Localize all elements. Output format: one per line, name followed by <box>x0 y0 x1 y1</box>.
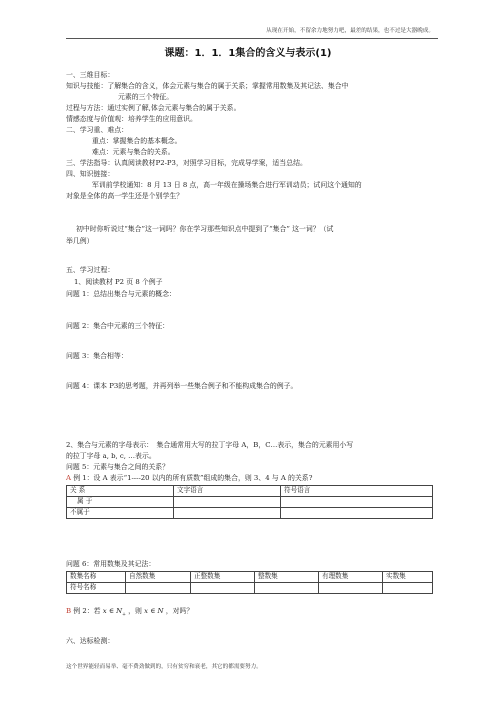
table-cell <box>191 583 255 594</box>
relation-table <box>66 485 433 519</box>
table-cell <box>126 583 191 594</box>
table-row <box>67 572 433 583</box>
header-rule <box>66 38 438 39</box>
table-cell: 关 系 <box>67 486 174 497</box>
table-cell: 数集名称 <box>67 572 126 583</box>
section-1-line-2: 元素的三个特征。 <box>118 93 174 101</box>
table-cell <box>281 497 433 508</box>
section-2-key-point: 重点：掌握集合的基本概念。 <box>92 137 182 145</box>
table-row <box>67 497 433 508</box>
table-cell: 自然数集 <box>126 572 191 583</box>
section-4-heading: 四、知识链接： <box>66 170 115 178</box>
section-1-line-4: 情感态度与价值观：培养学生的应用意识。 <box>66 115 197 123</box>
table-cell <box>255 583 319 594</box>
question-4: 问题 4：课本 P3的思考题，并再列举一些集合例子和不能构成集合的例子。 <box>66 382 298 390</box>
table-cell <box>281 508 433 519</box>
table-cell: 正整数集 <box>191 572 255 583</box>
example-2 <box>66 606 193 619</box>
intro-question-line-2: 举几例） <box>66 237 94 245</box>
math-var-x: x <box>144 607 148 615</box>
section-5-step-2-line-1: 2、集合与元素的字母表示： 集合通常用大写的拉丁字母 A，B，C…表示，集合的元素用小写 <box>66 441 354 449</box>
table-cell: 文字语言 <box>174 486 281 497</box>
table-cell: 属 于 <box>67 497 174 508</box>
section-5-step-2-line-2: 的拉丁字母 a, b, c, …表示。 <box>66 452 156 460</box>
example-2-tag: B <box>66 607 72 615</box>
math-set-n: N <box>157 607 164 615</box>
section-4-line-1: 军训前学校通知：8 月 13 日 8 点，高一年级在操场集合进行军训动员；试问这个通知的 <box>92 181 362 189</box>
table-row <box>67 486 433 497</box>
section-4-line-2: 对象是全体的高一学生还是个别学生？ <box>66 192 184 200</box>
question-6: 问题 6：常用数集及其记法： <box>66 560 156 568</box>
table-cell: 符号语言 <box>281 486 433 497</box>
element-of-symbol: ∈ <box>148 607 158 615</box>
section-1-line-3: 过程与方法：通过实例了解,体会元素与集合的属于关系。 <box>66 104 241 112</box>
element-of-symbol: ∈ <box>106 607 117 615</box>
table-cell: 有理数集 <box>319 572 383 583</box>
section-2-heading: 二、学习重、难点： <box>66 126 129 134</box>
math-var-x: x <box>102 607 107 615</box>
section-6-heading: 六、达标检测： <box>66 637 115 645</box>
section-1-heading: 一、三维目标： <box>66 71 115 79</box>
table-row <box>67 583 433 594</box>
question-3: 问题 3：集合相等： <box>66 352 128 360</box>
question-5: 问题 5：元素与集合之间的关系？ <box>66 463 170 471</box>
page-title: 课题：1．1．1集合的含义与表示(1) <box>164 48 332 59</box>
table-cell <box>174 508 281 519</box>
table-cell <box>319 583 383 594</box>
section-5-step-1: 1、阅读教材 P2 页 8 个例子 <box>74 278 163 286</box>
page-footer-quote: 这个世界能轻而易举、毫不费劲做到的，只有贫穷和衰老，其它的都需要努力。 <box>66 664 262 670</box>
number-sets-table <box>66 571 433 594</box>
table-cell <box>174 497 281 508</box>
math-subscript: + <box>122 612 126 618</box>
table-cell: 整数集 <box>255 572 319 583</box>
question-1: 问题 1：总结出集合与元素的概念： <box>66 290 176 298</box>
section-5-heading: 五、学习过程： <box>66 266 115 274</box>
example-2-suffix: ，对吗？ <box>165 607 194 615</box>
question-2: 问题 2：集合中元素的三个特征： <box>66 322 170 330</box>
example-1 <box>66 473 312 483</box>
table-row <box>67 508 433 519</box>
example-2-middle: ，则 <box>128 607 142 615</box>
section-1-line-1: 知识与技能：了解集合的含义，体会元素与集合的属于关系；掌握常用数集及其记法、集合中 <box>66 82 349 90</box>
example-2-prefix: 例 2：若 <box>73 607 101 615</box>
table-cell: 符号名称 <box>67 583 126 594</box>
section-3-method: 三、学法指导：认真阅读教材P2-P3，对照学习目标，完成导学案，适当总结。 <box>66 159 307 167</box>
intro-question-line-1: 初中时你听说过“集合”这一词吗？你在学习那些知识点中提到了“集合” 这一词？（试 <box>76 225 334 233</box>
table-cell: 不属于 <box>67 508 174 519</box>
table-cell <box>383 583 433 594</box>
math-set-n: N <box>116 607 123 615</box>
example-1-tag: A <box>66 474 71 482</box>
section-2-difficulty: 难点：元素与集合的关系。 <box>92 148 175 156</box>
page-header-quote: 从现在开始，不留余力地努力吧，最差的结果，也不过是大器晚成。 <box>266 28 434 34</box>
example-1-text: 例 1：设 A 表示“1----20 以内的所有质数”组成的集合，则 3、4 与 A 的关系? <box>73 474 313 482</box>
table-cell: 实数集 <box>383 572 433 583</box>
